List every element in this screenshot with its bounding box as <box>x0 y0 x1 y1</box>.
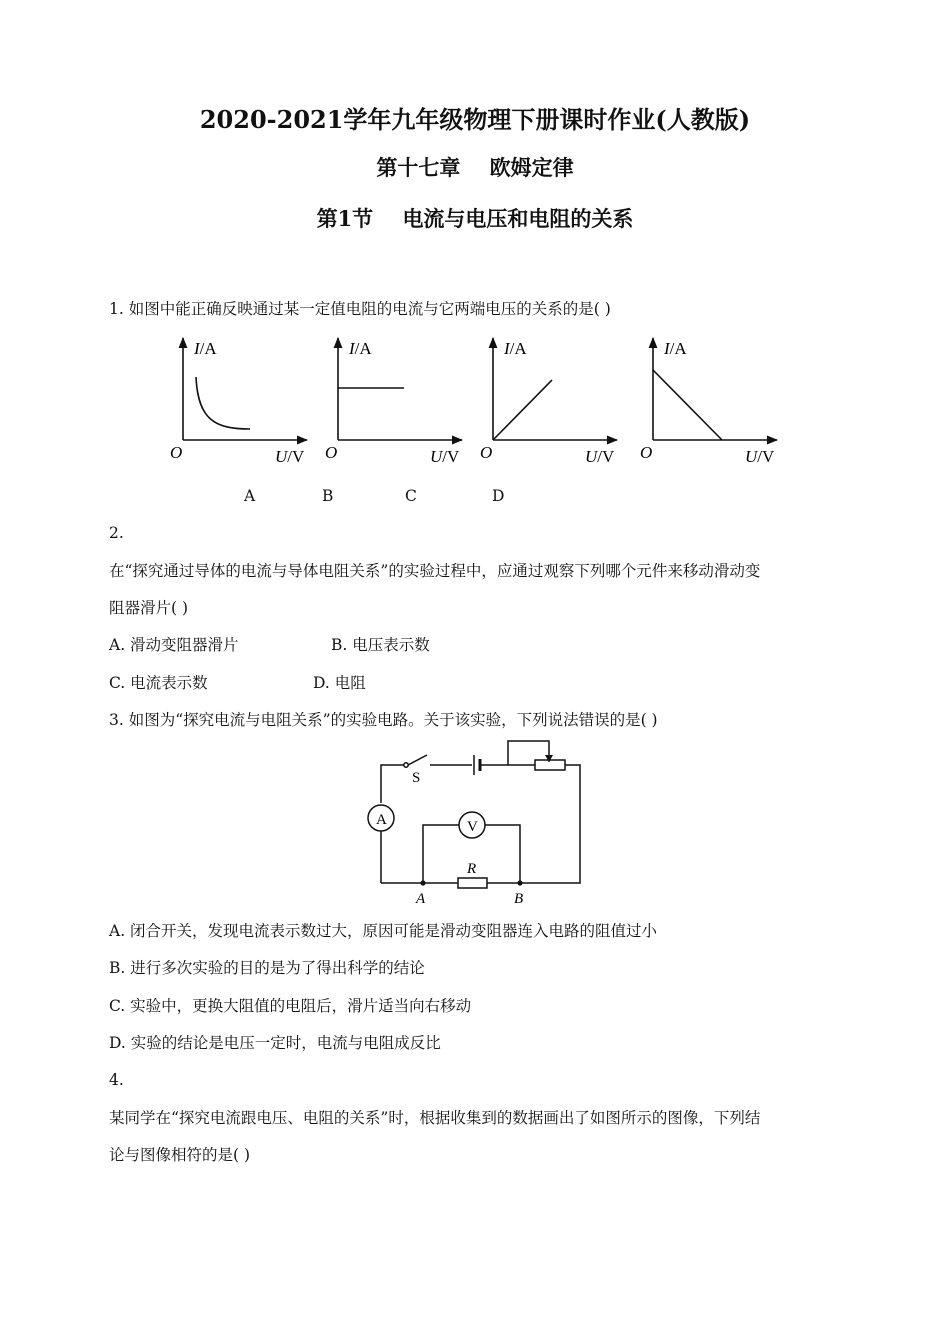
chapter-number: 第十七章 <box>376 155 461 180</box>
graph-d-line <box>653 370 722 440</box>
switch-label: S <box>412 770 421 786</box>
graph-d-ylabel: I/A <box>664 339 687 358</box>
node-a-label: A <box>416 891 426 907</box>
node-b-dot <box>517 880 522 885</box>
wire-left-top <box>381 765 404 803</box>
document-title: 2020-2021学年九年级物理下册课时作业(人教版) <box>199 105 751 134</box>
graph-a-curve <box>196 377 250 429</box>
node-a-dot <box>420 880 425 885</box>
q2-stem-line2: 阻器滑片( ) <box>109 599 189 617</box>
graph-b-origin: O <box>325 443 338 462</box>
q2-option-d: D. 电阻 <box>313 674 366 692</box>
q4-number: 4. <box>109 1071 124 1089</box>
q2-option-b: B. 电压表示数 <box>331 636 430 654</box>
section-number: 第1节 <box>316 206 374 231</box>
graph-c-ylabel: I/A <box>504 339 527 358</box>
graph-b-xlabel: U/V <box>430 447 460 466</box>
q2-stem-line1: 在“探究通过导体的电流与导体电阻关系”的实验过程中，应通过观察下列哪个元件来移动滑动变 <box>109 562 761 580</box>
q3-option-d: D. 实验的结论是电压一定时，电流与电阻成反比 <box>109 1034 441 1052</box>
graph-a-origin: O <box>170 443 183 462</box>
graph-c <box>480 338 617 466</box>
rheostat-body <box>535 760 565 770</box>
chapter-heading <box>0 152 950 182</box>
q2-option-c: C. 电流表示数 <box>109 674 208 692</box>
graph-c-origin: O <box>480 443 493 462</box>
q3-option-b: B. 进行多次实验的目的是为了得出科学的结论 <box>109 959 425 977</box>
node-b-label: B <box>514 891 524 907</box>
wire-voltmeter-left <box>423 825 459 883</box>
resistor-body <box>458 878 487 888</box>
q4-stem-line2: 论与图像相符的是( ) <box>109 1146 251 1164</box>
voltmeter-label: V <box>467 819 478 835</box>
resistor-label: R <box>467 861 477 877</box>
graph-c-xlabel: U/V <box>585 447 615 466</box>
section-heading <box>0 203 950 233</box>
q3-option-a: A. 闭合开关，发现电流表示数过大，原因可能是滑动变阻器连入电路的阻值过小 <box>109 922 658 940</box>
graph-d-xlabel: U/V <box>745 447 775 466</box>
q1-stem: 1. 如图中能正确反映通过某一定值电阻的电流与它两端电压的关系的是( ) <box>109 300 611 318</box>
q1-graphs <box>0 330 950 480</box>
slider-arrow <box>545 755 553 762</box>
q1-option-c: C <box>405 487 417 505</box>
q3-stem: 3. 如图为“探究电流与电阻关系”的实验电路。关于该实验，下列说法错误的是( ) <box>109 711 658 729</box>
graph-d <box>640 338 777 466</box>
q1-option-a: A <box>244 487 256 505</box>
wire-right <box>520 765 580 883</box>
switch-blade <box>408 755 427 765</box>
q3-option-c: C. 实验中，更换大阻值的电阻后，滑片适当向右移动 <box>109 997 472 1015</box>
graph-a-xlabel: U/V <box>275 447 305 466</box>
q2-option-a: A. 滑动变阻器滑片 <box>109 636 239 654</box>
q1-option-d: D <box>492 487 505 505</box>
wire-voltmeter-right <box>485 825 520 883</box>
graph-a <box>170 338 307 466</box>
section-name: 电流与电压和电阻的关系 <box>402 206 634 231</box>
q4-stem-line1: 某同学在“探究电流跟电压、电阻的关系”时，根据收集到的数据画出了如图所示的图像，下列结 <box>109 1109 761 1127</box>
graph-d-origin: O <box>640 443 653 462</box>
graph-a-ylabel: I/A <box>194 339 217 358</box>
graph-b <box>325 338 462 466</box>
chapter-name: 欧姆定律 <box>489 155 574 180</box>
wire-battery-slider <box>480 741 549 765</box>
graph-b-ylabel: I/A <box>349 339 372 358</box>
graph-c-line <box>493 380 552 440</box>
q3-circuit <box>0 735 950 910</box>
ammeter-label: A <box>376 812 387 828</box>
q1-option-b: B <box>322 487 334 505</box>
switch-pivot <box>404 763 408 767</box>
q2-number: 2. <box>109 524 124 542</box>
